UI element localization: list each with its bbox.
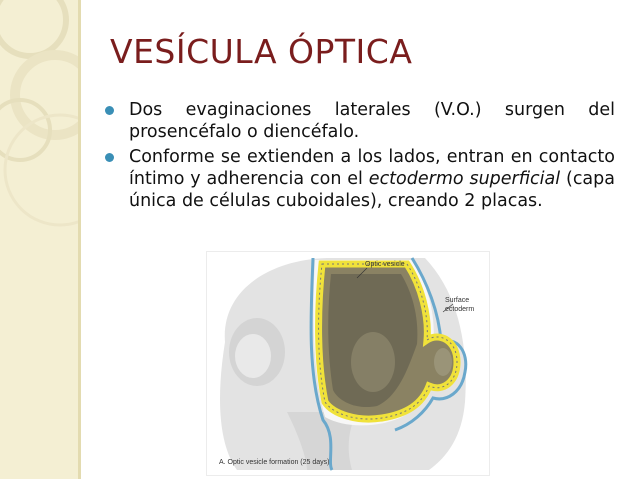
figure-caption: A. Optic vesicle formation (25 days) (219, 459, 330, 466)
sidebar-divider (78, 0, 81, 479)
bullet-item (105, 146, 615, 212)
bullet-text-emphasis: ectodermo superficial (368, 169, 561, 189)
optic-vesicle-illustration (207, 252, 489, 475)
bullet-dot (105, 153, 114, 162)
bullet-text-part: (capa única de células cuboidales), creando 2 placas. (129, 169, 615, 211)
bullet-item (105, 99, 615, 143)
embryo-figure (207, 252, 489, 475)
decorative-sidebar (0, 0, 78, 479)
bullet-dot (105, 106, 114, 115)
label-surface: Surface (445, 297, 470, 304)
label-ectoderm: ectoderm (445, 306, 475, 313)
bullet-text: Dos evaginaciones laterales (V.O.) surgen del prosencéfalo o diencéfalo. (129, 100, 615, 142)
label-optic-vesicle: Optic vesicle (365, 261, 405, 268)
bullet-text-part: Conforme se extienden a los lados, entran en contacto íntimo y adherencia con el (129, 147, 615, 189)
bullet-list (105, 99, 615, 215)
decorative-circles (0, 0, 78, 479)
bullet-text (129, 146, 615, 212)
slide-title: VESÍCULA ÓPTICA (110, 32, 413, 71)
